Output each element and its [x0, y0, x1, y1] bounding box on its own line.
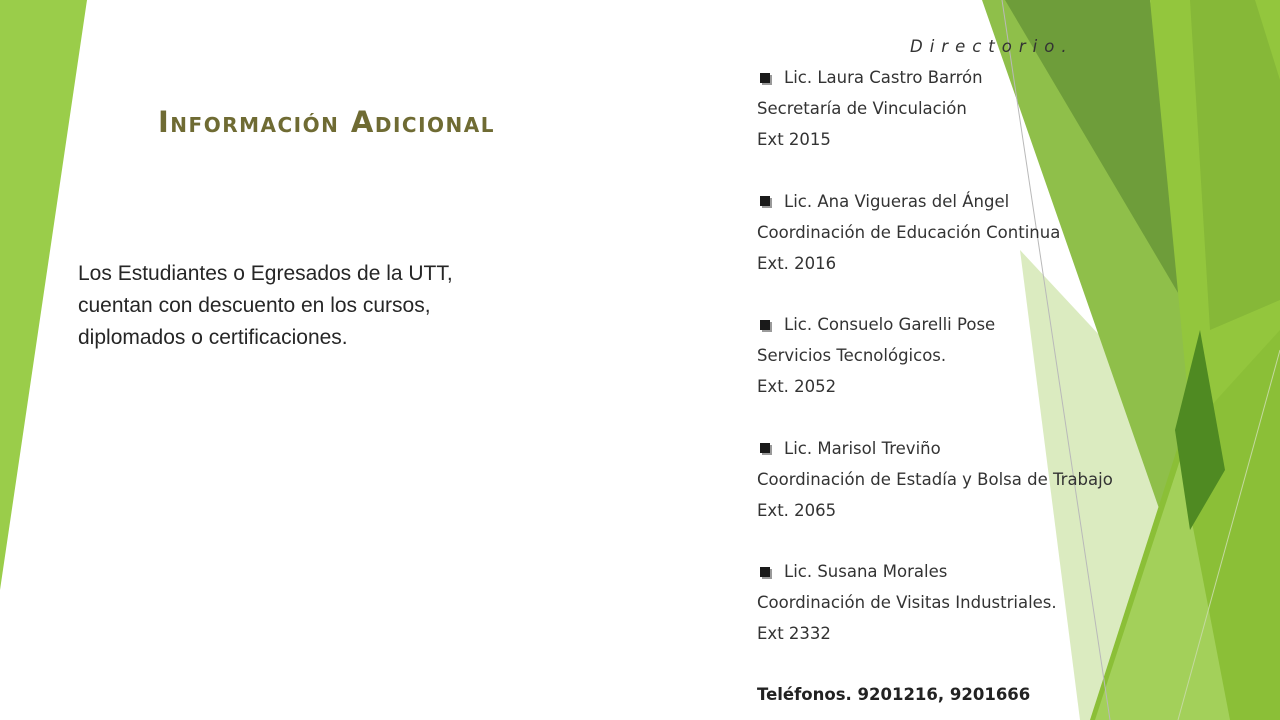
contact-name: Lic. Laura Castro Barrón [784, 68, 983, 87]
contact-name: Lic. Susana Morales [784, 562, 948, 581]
slide-title: Información Adicional [158, 105, 495, 139]
contact-role: Servicios Tecnológicos. [757, 346, 947, 365]
contact-ext: Ext 2015 [757, 130, 831, 149]
square-bullet-icon [760, 567, 770, 577]
contact-item [757, 433, 1257, 526]
square-bullet-icon [760, 443, 770, 453]
contact-name: Lic. Consuelo Garelli Pose [784, 315, 996, 334]
contact-name: Lic. Ana Vigueras del Ángel [784, 191, 1010, 211]
directory-heading: Directorio. [910, 37, 1074, 56]
contact-item [757, 556, 1257, 649]
contact-role: Coordinación de Educación Continua [757, 222, 1061, 242]
square-bullet-icon [760, 196, 770, 206]
contact-role: Coordinación de Visitas Industriales. [757, 593, 1057, 612]
contact-role: Coordinación de Estadía y Bolsa de Trabajo [757, 469, 1113, 489]
contact-ext: Ext. 2065 [757, 500, 837, 520]
contact-name: Lic. Marisol Treviño [784, 438, 941, 458]
contact-ext: Ext. 2016 [757, 253, 837, 273]
square-bullet-icon [760, 73, 770, 83]
left-green-stripe [0, 0, 87, 590]
contact-role: Secretaría de Vinculación [757, 99, 967, 118]
contact-item [757, 309, 1257, 402]
contact-item [757, 186, 1257, 279]
phone-numbers: Teléfonos. 9201216, 9201666 [757, 684, 1031, 704]
contact-ext: Ext. 2052 [757, 377, 837, 396]
directory-panel [757, 32, 1257, 710]
slide-body-text: Los Estudiantes o Egresados de la UTT, cuentan con descuento en los cursos, diplomados o certificaciones. [78, 262, 453, 349]
contact-ext: Ext 2332 [757, 624, 831, 643]
square-bullet-icon [760, 320, 770, 330]
contact-item [757, 62, 1257, 155]
